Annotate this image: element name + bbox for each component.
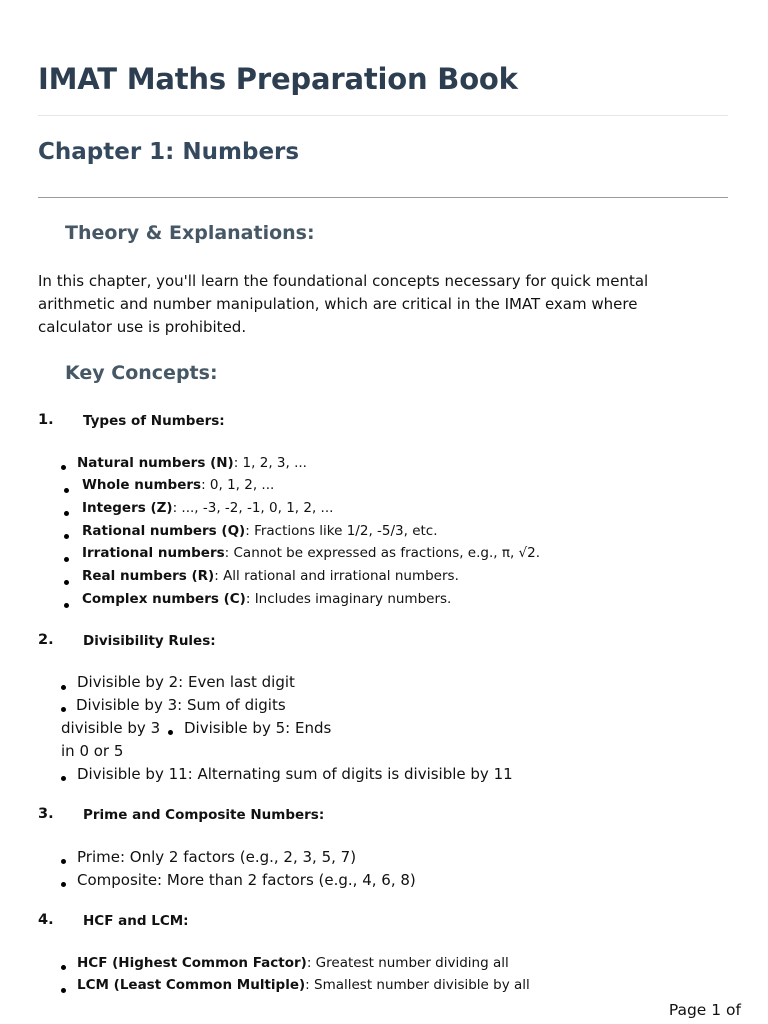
- bullet: [168, 730, 173, 735]
- bullet: [61, 707, 66, 712]
- item-desc: : Includes imaginary numbers.: [245, 591, 452, 607]
- item-desc: : Cannot be expressed as fractions, e.g., π, √2.: [224, 545, 541, 561]
- list-item: Divisible by 11: Alternating sum of digits is divisible by 11: [77, 765, 513, 783]
- section-label: HCF and LCM:: [83, 913, 189, 929]
- theory-heading: Theory & Explanations:: [65, 222, 315, 244]
- list-item: [77, 977, 530, 993]
- chapter-title: Chapter 1: Numbers: [38, 139, 300, 165]
- list-item: [82, 523, 438, 539]
- list-item: [82, 568, 459, 584]
- page-footer: Page 1 of: [668, 1001, 741, 1019]
- item-term: Rational numbers (Q): [82, 523, 246, 539]
- bullet: [61, 685, 66, 690]
- list-item: [82, 545, 540, 561]
- section-number: 3.: [38, 806, 54, 822]
- bullet: [64, 603, 69, 608]
- section-number: 1.: [38, 412, 54, 428]
- list-item: [77, 955, 509, 971]
- intro-paragraph: [38, 270, 728, 339]
- section-label: Types of Numbers:: [83, 413, 225, 429]
- item-desc: : 0, 1, 2, ...: [201, 477, 275, 493]
- bullet: [61, 882, 66, 887]
- bullet: [61, 776, 66, 781]
- bullet: [61, 859, 66, 864]
- bullet: [61, 465, 66, 470]
- section-label: Divisibility Rules:: [83, 633, 216, 649]
- item-term: Complex numbers (C): [82, 591, 246, 607]
- list-item-continuation: divisible by 3: [61, 719, 161, 737]
- chapter-divider: [38, 197, 728, 198]
- section-number: 2.: [38, 632, 54, 648]
- item-term: LCM (Least Common Multiple): [77, 977, 306, 993]
- intro-line: In this chapter, you'll learn the foundational concepts necessary for quick mental: [38, 272, 649, 290]
- list-item: [82, 500, 333, 516]
- intro-line: arithmetic and number manipulation, which are critical in the IMAT exam where: [38, 295, 638, 313]
- item-term: Natural numbers (N): [77, 455, 234, 471]
- title-divider: [38, 115, 728, 116]
- item-term: Real numbers (R): [82, 568, 215, 584]
- item-desc: : All rational and irrational numbers.: [214, 568, 459, 584]
- list-item: Divisible by 3: Sum of digits: [76, 696, 286, 714]
- key-concepts-heading: Key Concepts:: [65, 362, 218, 384]
- book-title: IMAT Maths Preparation Book: [38, 62, 518, 96]
- bullet: [64, 534, 69, 539]
- item-desc: : Smallest number divisible by all: [305, 977, 530, 993]
- list-item: [82, 477, 274, 493]
- list-item: Divisible by 2: Even last digit: [77, 673, 295, 691]
- section-number: 4.: [38, 912, 54, 928]
- bullet: [61, 965, 66, 970]
- bullet: [64, 557, 69, 562]
- item-desc: : Greatest number dividing all: [306, 955, 509, 971]
- item-desc: : Fractions like 1/2, -5/3, etc.: [245, 523, 438, 539]
- item-term: Whole numbers: [82, 477, 202, 493]
- bullet: [64, 511, 69, 516]
- list-item: Composite: More than 2 factors (e.g., 4, 6, 8): [77, 871, 416, 889]
- item-desc: : 1, 2, 3, ...: [233, 455, 307, 471]
- list-item: Divisible by 5: Ends: [184, 719, 332, 737]
- section-label: Prime and Composite Numbers:: [83, 807, 325, 823]
- list-item: [82, 591, 451, 607]
- intro-line: calculator use is prohibited.: [38, 318, 247, 336]
- list-item-continuation: in 0 or 5: [61, 742, 124, 760]
- item-term: Irrational numbers: [82, 545, 225, 561]
- list-item: [77, 455, 307, 471]
- bullet: [64, 580, 69, 585]
- item-desc: : ..., -3, -2, -1, 0, 1, 2, ...: [172, 500, 334, 516]
- list-item: Prime: Only 2 factors (e.g., 2, 3, 5, 7): [77, 848, 357, 866]
- item-term: Integers (Z): [82, 500, 173, 516]
- bullet: [61, 988, 66, 993]
- bullet: [64, 488, 69, 493]
- item-term: HCF (Highest Common Factor): [77, 955, 307, 971]
